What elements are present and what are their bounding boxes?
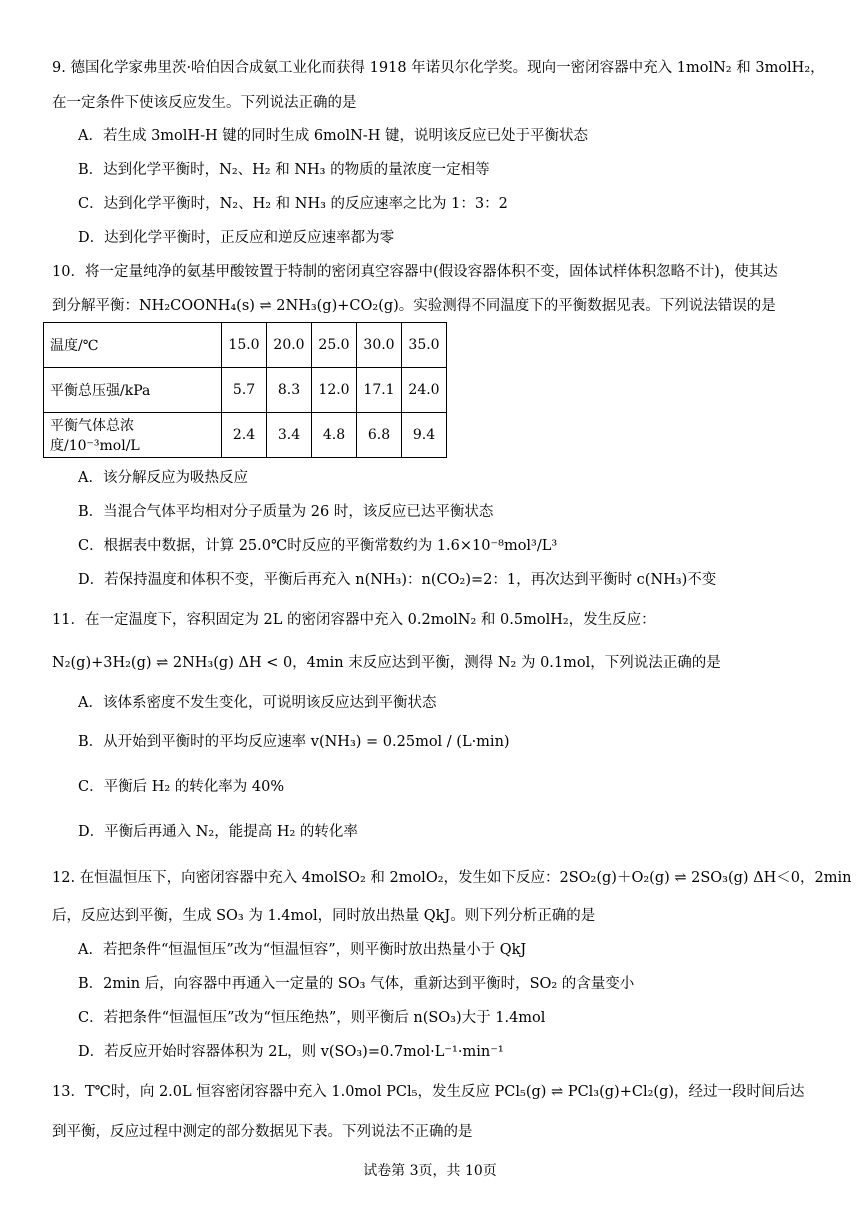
table-cell: 9.4 [402,413,447,458]
table-cell: 25.0 [312,323,357,368]
q9-option-b: B．达到化学平衡时，N₂、H₂ 和 NH₃ 的物质的量浓度一定相等 [78,162,490,178]
table-cell: 4.8 [312,413,357,458]
q9-stem-line1: 9. 德国化学家弗里茨·哈伯因合成氨工业化而获得 1918 年诺贝尔化学奖。现向一密闭容器中充入 1molN₂ 和 3molH₂， [52,60,825,76]
q13-stem-line2: 到平衡，反应过程中测定的部分数据见下表。下列说法不正确的是 [52,1124,473,1140]
q9-option-c: C．达到化学平衡时，N₂、H₂ 和 NH₃ 的反应速率之比为 1：3：2 [78,196,508,212]
table-cell: 12.0 [312,368,357,413]
q10-data-table [43,322,447,458]
table-row [44,413,447,458]
table-cell: 20.0 [267,323,312,368]
q9-stem-line2: 在一定条件下使该反应发生。下列说法正确的是 [52,95,357,111]
q10-stem-line1: 10．将一定量纯净的氨基甲酸铵置于特制的密闭真空容器中(假设容器体积不变，固体试样体积忽略不计)，使其达 [52,264,778,280]
q9-option-a: A．若生成 3molH-H 键的同时生成 6molN-H 键，说明该反应已处于平衡状态 [78,128,589,144]
table-cell: 8.3 [267,368,312,413]
q12-stem-line2: 后，反应达到平衡，生成 SO₃ 为 1.4mol，同时放出热量 QkJ。则下列分析正确的是 [52,908,596,924]
table-cell: 2.4 [222,413,267,458]
table-cell: 5.7 [222,368,267,413]
q12-stem-line1: 12. 在恒温恒压下，向密闭容器中充入 4molSO₂ 和 2molO₂，发生如下反应：2SO₂(g)＋O₂(g) ⇌ 2SO₃(g) ΔH＜0，2min [52,870,852,886]
table-cell: 3.4 [267,413,312,458]
q12-option-b: B．2min 后，向容器中再通入一定量的 SO₃ 气体，重新达到平衡时，SO₂ 的含量变小 [78,976,635,992]
table-row-label: 平衡总压强/kPa [44,368,222,413]
q11-option-c: C．平衡后 H₂ 的转化率为 40% [78,779,285,795]
q12-option-d: D．若反应开始时容器体积为 2L，则 v(SO₃)=0.7mol·L⁻¹·min⁻¹ [78,1044,504,1060]
table-row [44,368,447,413]
table-row [44,323,447,368]
table-row-label: 温度/℃ [44,323,222,368]
table-cell: 6.8 [357,413,402,458]
q10-option-b: B．当混合气体平均相对分子质量为 26 时，该反应已达平衡状态 [78,504,494,520]
table-cell: 15.0 [222,323,267,368]
q10-option-c: C．根据表中数据，计算 25.0℃时反应的平衡常数约为 1.6×10⁻⁸mol³/L³ [78,538,558,554]
q11-option-a: A．该体系密度不发生变化，可说明该反应达到平衡状态 [78,695,437,711]
q10-stem-line2: 到分解平衡：NH₂COONH₄(s) ⇌ 2NH₃(g)+CO₂(g)。实验测得不同温度下的平衡数据见表。下列说法错误的是 [52,298,776,314]
q10-option-d: D．若保持温度和体积不变，平衡后再充入 n(NH₃)：n(CO₂)=2：1，再次达到平衡时 c(NH₃)不变 [78,572,717,588]
q11-stem-line2: N₂(g)+3H₂(g) ⇌ 2NH₃(g) ΔH < 0，4min 末反应达到平衡，测得 N₂ 为 0.1mol，下列说法正确的是 [52,655,721,671]
q9-option-d: D．达到化学平衡时，正反应和逆反应速率都为零 [78,230,395,246]
table-cell: 30.0 [357,323,402,368]
table-cell: 24.0 [402,368,447,413]
q12-option-c: C．若把条件“恒温恒压”改为“恒压绝热”，则平衡后 n(SO₃)大于 1.4mol [78,1010,546,1026]
q11-stem-line1: 11．在一定温度下，容积固定为 2L 的密闭容器中充入 0.2molN₂ 和 0.5molH₂，发生反应： [52,612,656,628]
q13-stem-line1: 13．T℃时，向 2.0L 恒容密闭容器中充入 1.0mol PCl₅，发生反应 PCl₅(g) ⇌ PCl₃(g)+Cl₂(g)，经过一段时间后达 [52,1084,805,1100]
table-cell: 35.0 [402,323,447,368]
q11-option-b: B．从开始到平衡时的平均反应速率 v(NH₃) = 0.25mol / (L·min) [78,734,510,750]
q12-option-a: A．若把条件“恒温恒压”改为“恒温恒容”，则平衡时放出热量小于 QkJ [78,942,527,958]
page-footer: 试卷第 3页，共 10页 [363,1163,497,1179]
table-cell: 17.1 [357,368,402,413]
table-row-label: 平衡气体总浓度/10⁻³mol/L [44,413,222,458]
q10-option-a: A．该分解反应为吸热反应 [78,470,248,486]
q11-option-d: D．平衡后再通入 N₂，能提高 H₂ 的转化率 [78,824,358,840]
